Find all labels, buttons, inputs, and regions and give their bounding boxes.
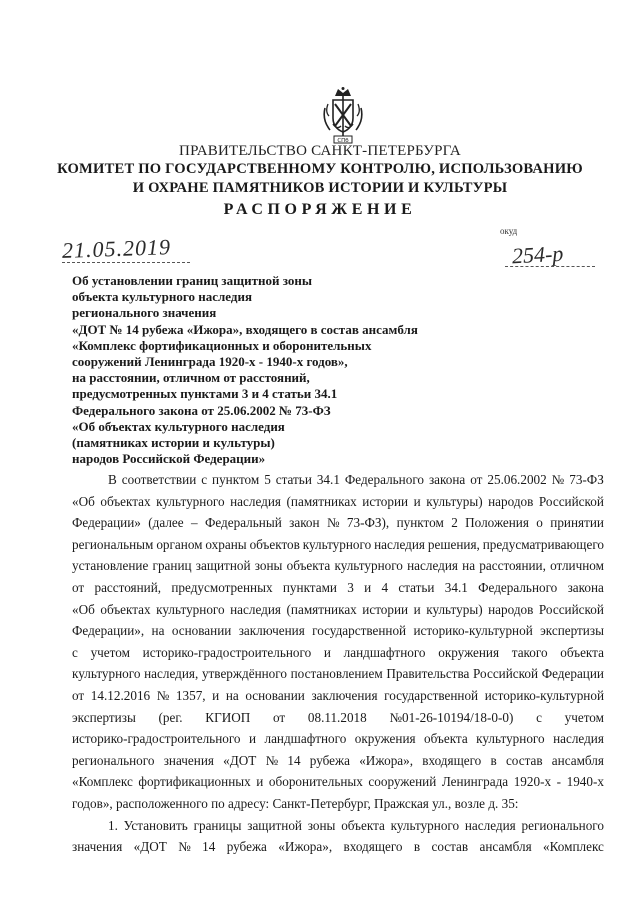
body-word: № xyxy=(178,839,191,855)
body-word: Федерального xyxy=(344,472,425,487)
body-word: значения xyxy=(72,839,123,855)
body-word: охраны xyxy=(205,536,247,552)
body-word: (далее xyxy=(148,515,184,531)
body-word: защитной xyxy=(195,558,251,574)
body-word: от xyxy=(72,687,85,703)
body-word: 14.12.2016 xyxy=(90,687,151,703)
body-word: статьи xyxy=(275,472,312,487)
title-line: Федерального закона от 25.06.2002 № 73-ФЗ xyxy=(72,402,331,418)
body-line xyxy=(72,469,604,491)
body-word: 25.06.2002 xyxy=(487,472,547,487)
body-word: – xyxy=(190,515,198,531)
body-word: соответствии xyxy=(121,472,197,487)
body-word: «Ижора», xyxy=(278,839,333,855)
body-word: 73-ФЗ), xyxy=(346,515,390,531)
title-line: (памятниках истории и культуры) xyxy=(72,435,275,451)
body-line xyxy=(72,642,604,664)
body-word: культурного xyxy=(72,666,141,682)
body-word: расстоянии, xyxy=(479,558,546,574)
body-word: 1. xyxy=(108,817,118,833)
body-word: ансамбля xyxy=(479,839,532,855)
body-word: наследия xyxy=(230,493,281,509)
coat-of-arms-icon xyxy=(320,86,366,146)
body-word: культурного xyxy=(302,536,372,552)
body-word: объекта xyxy=(560,644,604,660)
body-word: (памятниках xyxy=(286,493,357,509)
body-word: наследия xyxy=(374,536,425,552)
title-line: Об установлении границ защитной зоны xyxy=(72,273,313,288)
body-word: входящего xyxy=(422,752,482,768)
body-word: экспертизы xyxy=(540,623,604,639)
body-word: историко-градостроительного xyxy=(142,644,312,660)
body-word: наследия xyxy=(230,601,281,617)
body-word: наследия xyxy=(407,558,458,574)
body-word: фортификационных xyxy=(138,774,251,790)
body-word: народов xyxy=(488,493,534,509)
body-word: и xyxy=(413,493,421,509)
body-word: Федерации» xyxy=(72,515,141,531)
body-line xyxy=(72,491,604,513)
title-line: сооружений Ленинграда 1920-х - 1940-х годов», xyxy=(72,354,348,370)
body-word: культурного xyxy=(334,558,403,574)
body-word: с xyxy=(72,644,78,660)
body-word: историко-градостроительного xyxy=(72,731,241,747)
body-word: «ДОТ xyxy=(223,752,257,768)
body-word: предусмотренных xyxy=(171,579,273,595)
body-word: № xyxy=(326,515,340,531)
body-word: статьи xyxy=(398,579,435,595)
body-word: (памятниках xyxy=(286,601,357,617)
body-word: №01-26-10194/18-0-0) xyxy=(389,709,514,725)
body-word: закона xyxy=(428,472,466,487)
body-word: рубежа xyxy=(309,752,350,768)
title-line: «ДОТ № 14 рубежа «Ижора», входящего в состав ансамбля xyxy=(72,321,418,337)
body-word: входящего xyxy=(343,839,403,855)
body-word: объектах xyxy=(100,601,151,617)
body-word: наследия xyxy=(553,731,604,747)
body-word: «Ижора», xyxy=(359,752,414,768)
body-word: Установить xyxy=(123,817,188,833)
body-word: 3 xyxy=(347,579,354,595)
body-word: историко-культурной xyxy=(413,623,533,639)
body-word: ландшафтного xyxy=(343,644,426,660)
body-word: Ленинграда xyxy=(441,774,509,790)
body-word: «Комплекс xyxy=(543,839,604,855)
svg-text:СПб: СПб xyxy=(337,138,349,144)
body-word: основании xyxy=(171,623,232,639)
body-word: Российской xyxy=(538,493,604,509)
body-word: Российской xyxy=(538,601,604,617)
body-word: В xyxy=(108,472,117,487)
body-word: экспертизы xyxy=(72,709,136,725)
body-word: от xyxy=(272,709,286,725)
body-word: рубежа xyxy=(226,839,267,855)
order-title-block xyxy=(72,273,418,467)
body-word: решения, xyxy=(427,536,480,552)
body-word: границы xyxy=(193,817,242,833)
body-word: Правительства xyxy=(386,666,470,682)
body-word: и xyxy=(248,731,257,747)
body-line xyxy=(72,512,604,534)
body-word: границ xyxy=(152,558,192,574)
body-word: и xyxy=(256,774,264,790)
body-word: объекта xyxy=(286,558,331,574)
body-word: 08.11.2018 xyxy=(307,709,367,725)
body-word: регионального xyxy=(72,752,155,768)
body-word: 14 xyxy=(202,839,216,855)
body-word: «ДОТ xyxy=(133,839,167,855)
body-word: истории xyxy=(362,493,409,509)
body-word: состав xyxy=(431,839,469,855)
body-word: о xyxy=(536,515,543,531)
body-word: расстояний, xyxy=(94,579,162,595)
body-word: зоны xyxy=(307,817,336,833)
body-line xyxy=(72,707,604,729)
body-word: учетом xyxy=(90,644,130,660)
body-line-text: годов», расположенного по адресу: Санкт-Петербург, Пражская ул., возле д. 35: xyxy=(72,795,519,811)
body-line xyxy=(72,577,604,599)
body-word: в xyxy=(490,752,497,768)
body-word: заключения xyxy=(311,687,378,703)
body-word: в xyxy=(413,839,421,855)
body-word: объекта xyxy=(424,731,468,747)
title-line: объекта культурного наследия xyxy=(72,289,252,305)
body-word: и xyxy=(323,644,331,660)
body-word: наследия, xyxy=(144,666,199,682)
body-word: с xyxy=(536,709,542,725)
document-type-title: РАСПОРЯЖЕНИЕ xyxy=(223,201,417,218)
body-word: наследия xyxy=(464,817,516,833)
order-body-text xyxy=(72,469,604,858)
handwritten-document-number: 254-р xyxy=(511,240,564,269)
body-word: пунктом xyxy=(396,515,444,531)
body-word: ансамбля xyxy=(551,752,604,768)
document-number-label: окуд xyxy=(500,226,518,236)
body-word: «Об xyxy=(72,493,95,509)
date-underline xyxy=(62,262,190,263)
committee-name-line-1: КОМИТЕТ ПО ГОСУДАРСТВЕННОМУ КОНТРОЛЮ, ИСПОЛЬЗОВАНИЮ xyxy=(57,161,583,177)
body-line xyxy=(72,815,604,837)
body-word: «Об xyxy=(72,601,95,617)
body-word: объектах xyxy=(100,493,151,509)
body-word: постановлением xyxy=(290,666,383,682)
body-word: окружения xyxy=(438,644,500,660)
title-line: народов Российской Федерации» xyxy=(72,451,266,467)
body-word: оборонительных xyxy=(268,774,363,790)
title-line: регионального значения xyxy=(72,305,217,321)
body-line xyxy=(72,599,604,621)
body-word: объектов xyxy=(249,536,300,552)
body-word: и xyxy=(212,687,220,703)
body-line xyxy=(72,555,604,577)
government-name: ПРАВИТЕЛЬСТВО САНКТ-ПЕТЕРБУРГА xyxy=(179,143,461,159)
body-word: от xyxy=(72,579,85,595)
body-word: Федеральный xyxy=(204,515,282,531)
body-word: истории xyxy=(362,601,409,617)
body-word: предусматривающего xyxy=(482,536,604,552)
body-word: КГИОП xyxy=(205,709,251,725)
body-word: защитной xyxy=(247,817,302,833)
number-underline xyxy=(505,266,595,267)
body-word: на xyxy=(151,623,165,639)
body-word: такого xyxy=(511,644,548,660)
body-word: 5 xyxy=(264,472,271,487)
body-word: 34.1 xyxy=(316,472,340,487)
body-word: культурного xyxy=(156,601,225,617)
body-line xyxy=(72,750,604,772)
body-word: закон xyxy=(289,515,320,531)
body-word: Положения xyxy=(465,515,529,531)
body-word: и xyxy=(413,601,421,617)
body-word: значения xyxy=(163,752,214,768)
body-word: пунктом xyxy=(212,472,260,487)
body-word: пунктами xyxy=(282,579,337,595)
body-word: заключения xyxy=(238,623,305,639)
body-word: народов xyxy=(488,601,534,617)
body-word: Федерации xyxy=(541,666,604,682)
body-word: сооружений xyxy=(368,774,437,790)
body-word: региональным xyxy=(72,536,154,552)
body-word: состав xyxy=(505,752,543,768)
body-word: учетом xyxy=(564,709,604,725)
committee-name-line-2: И ОХРАНЕ ПАМЯТНИКОВ ИСТОРИИ И КУЛЬТУРЫ xyxy=(132,180,508,196)
body-word: Российской xyxy=(473,666,539,682)
body-word: ландшафтного xyxy=(264,731,347,747)
body-word: закона xyxy=(567,579,604,595)
body-word: № xyxy=(551,472,565,487)
body-line xyxy=(72,836,604,858)
body-word: органом xyxy=(156,536,203,552)
body-line xyxy=(72,685,604,707)
body-word: 73-ФЗ xyxy=(569,472,604,487)
body-word: Федерации», xyxy=(72,623,145,639)
body-word: культуры) xyxy=(426,601,483,617)
body-word: государственной xyxy=(312,623,407,639)
handwritten-date: 21.05.2019 xyxy=(61,234,172,263)
body-line xyxy=(72,771,604,793)
body-word: 1940-х xyxy=(566,774,604,790)
body-word: «Комплекс xyxy=(72,774,133,790)
body-word: (рег. xyxy=(158,709,183,725)
body-word: культурного xyxy=(156,493,225,509)
body-line xyxy=(72,534,604,556)
body-word: основании xyxy=(245,687,305,703)
body-word: объекта xyxy=(341,817,385,833)
body-word: с xyxy=(201,472,208,487)
body-word: установление xyxy=(72,558,149,574)
body-word: культурного xyxy=(390,817,460,833)
body-line xyxy=(72,620,604,642)
body-word: культурного xyxy=(476,731,545,747)
body-word: регионального xyxy=(521,817,604,833)
body-word: 1920-х xyxy=(513,774,552,790)
title-line: «Комплекс фортификационных и оборонительных xyxy=(72,337,372,353)
body-word: утверждённого xyxy=(201,666,287,682)
body-word: от xyxy=(470,472,483,487)
body-word: Федерального xyxy=(478,579,558,595)
body-word: и xyxy=(364,579,372,595)
body-line xyxy=(72,793,604,815)
body-word: окружения xyxy=(354,731,416,747)
body-line xyxy=(72,663,604,685)
body-word: - xyxy=(556,774,562,790)
body-word: 4 xyxy=(381,579,389,595)
body-word: зоны xyxy=(254,558,283,574)
body-word: на xyxy=(462,558,476,574)
body-word: культуры) xyxy=(426,493,483,509)
body-word: 14 xyxy=(287,752,301,768)
body-word: 1357, xyxy=(175,687,206,703)
body-word: № xyxy=(265,752,279,768)
body-word: отличном xyxy=(550,558,604,574)
body-word: 2 xyxy=(451,515,458,531)
body-word: № xyxy=(156,687,170,703)
body-word: 34.1 xyxy=(444,579,468,595)
body-word: историко-культурной xyxy=(484,687,604,703)
body-word: государственной xyxy=(384,687,479,703)
body-word: на xyxy=(225,687,239,703)
title-line: на расстоянии, отличном от расстояний, xyxy=(72,370,310,386)
body-word: принятии xyxy=(550,515,604,531)
body-line xyxy=(72,728,604,750)
title-line: предусмотренных пунктами 3 и 4 статьи 34.1 xyxy=(72,386,338,402)
title-line: «Об объектах культурного наследия xyxy=(72,418,285,434)
